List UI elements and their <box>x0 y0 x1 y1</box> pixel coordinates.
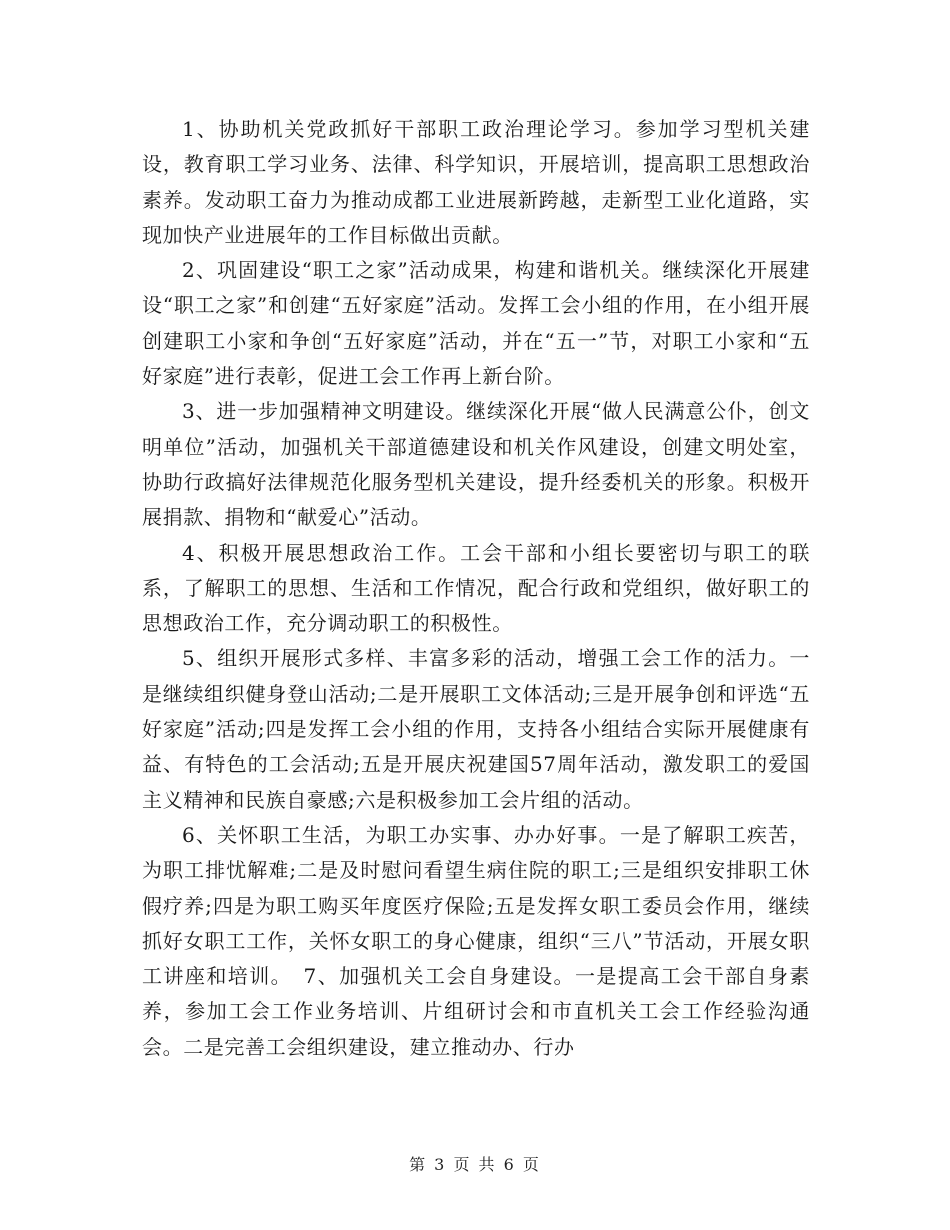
paragraph-6: 6、关怀职工生活，为职工办实事、办办好事。一是了解职工疾苦，为职工排忧解难;二是及时慰问看望生病住院的职工;三是组织安排职工休假疗养;四是为职工购买年度医疗保险;五是发挥女职工委员会作用，继续抓好女职工工作，关怀女职工的身心健康，组织“三八”节活动，开展女职工讲座和培训。 7、加强机关工会自身建设。一是提高工会干部自身素养，参加工会工作业务培训、片组研讨会和市直机关工会工作经验沟通会。二是完善工会组织建设，建立推动办、行办 <box>142 822 810 1059</box>
paragraph-3: 3、进一步加强精神文明建设。继续深化开展“做人民满意公仆，创文明单位”活动，加强机关干部道德建设和机关作风建设，创建文明处室，协助行政搞好法律规范化服务型机关建设，提升经委机关的形象。积极开展捐款、捐物和“献爱心”活动。 <box>142 399 810 530</box>
paragraph-4: 4、积极开展思想政治工作。工会干部和小组长要密切与职工的联系，了解职工的思想、生活和工作情况，配合行政和党组织，做好职工的思想政治工作，充分调动职工的积极性。 <box>142 540 810 636</box>
paragraph-1: 1、协助机关党政抓好干部职工政治理论学习。参加学习型机关建设，教育职工学习业务、法律、科学知识，开展培训，提高职工思想政治素养。发动职工奋力为推动成都工业进展新跨越，走新型工业化道路，实现加快产业进展年的工作目标做出贡献。 <box>142 117 810 247</box>
document-body <box>142 112 810 1065</box>
page-footer: 第 3 页 共 6 页 <box>409 1155 541 1174</box>
paragraph-5: 5、组织开展形式多样、丰富多彩的活动，增强工会工作的活力。一是继续组织健身登山活动;二是开展职工文体活动;三是开展争创和评选“五好家庭”活动;四是发挥工会小组的作用，支持各小组结合实际开展健康有益、有特色的工会活动;五是开展庆祝建国57周年活动，激发职工的爱国主义精神和民族自豪感;六是积极参加工会片组的活动。 <box>142 646 810 812</box>
paragraph-2: 2、巩固建设“职工之家”活动成果，构建和谐机关。继续深化开展建设“职工之家”和创建“五好家庭”活动。发挥工会小组的作用，在小组开展创建职工小家和争创“五好家庭”活动，并在“五一”节，对职工小家和“五好家庭”进行表彰，促进工会工作再上新台阶。 <box>142 258 810 389</box>
